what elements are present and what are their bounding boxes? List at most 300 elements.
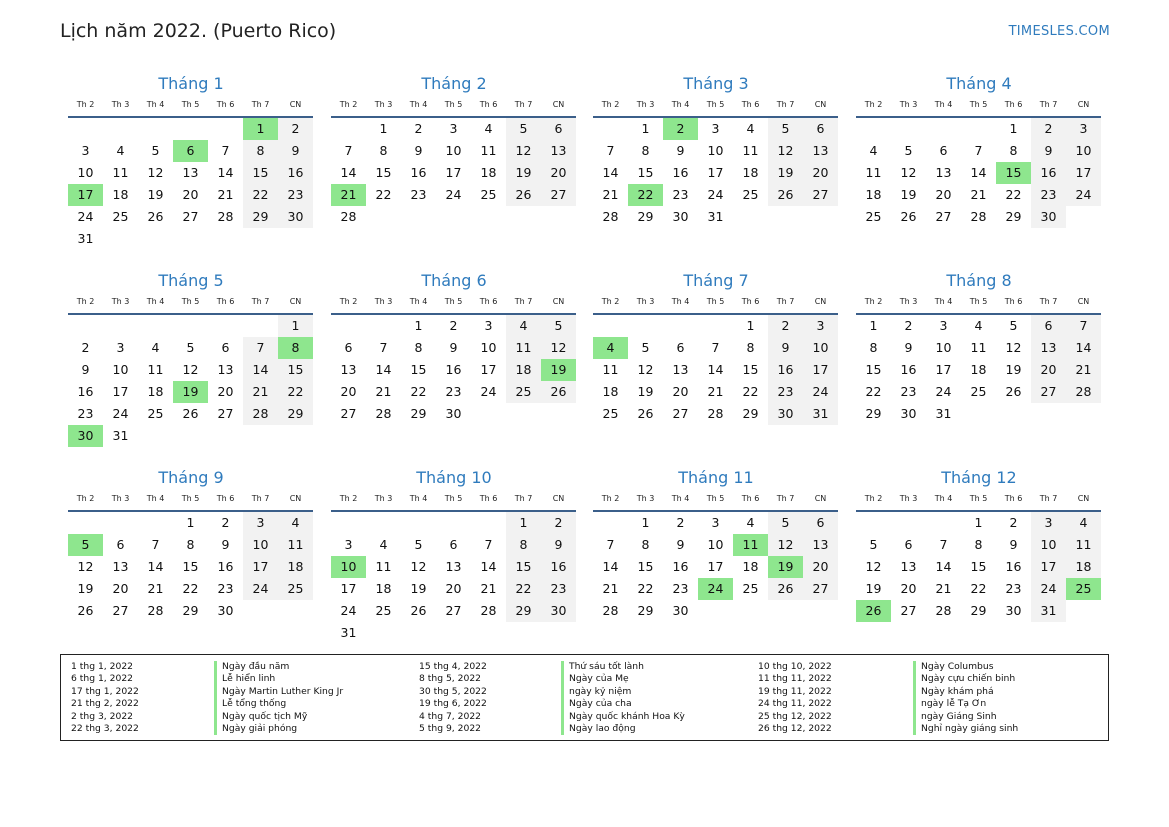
legend-name-column [913, 661, 1018, 735]
weekday-label: Th 5 [444, 494, 463, 503]
weekday-label: Th 4 [409, 100, 428, 109]
month-2 [331, 73, 577, 224]
day-cell: 30 [672, 209, 689, 224]
day-cell: 10 [1066, 140, 1101, 162]
weekday-label: CN [814, 100, 827, 109]
day-cell: 1 [506, 512, 541, 534]
weekday-label: CN [552, 494, 565, 503]
day-cell: 21 [243, 381, 278, 403]
day-cell: 24 [1031, 578, 1066, 600]
day-cell: 9 [1031, 140, 1066, 162]
day-cell: 29 [410, 406, 427, 421]
weekday-label: Th 5 [969, 494, 988, 503]
day-cell: 13 [900, 559, 917, 574]
day-cell: 3 [344, 537, 353, 552]
day-cell: 28 [147, 603, 164, 618]
day-cell: 12 [77, 559, 94, 574]
day-cell: 27 [900, 603, 917, 618]
weekday-label: CN [814, 297, 827, 306]
day-cell: 11 [1066, 534, 1101, 556]
day-cell: 18 [742, 165, 759, 180]
weekday-label: Th 4 [934, 297, 953, 306]
day-cell: 15 [410, 362, 427, 377]
day-cell: 22 [410, 384, 427, 399]
day-cell: 3 [484, 318, 493, 333]
day-cell: 22 [742, 384, 759, 399]
day-cell: 3 [243, 512, 278, 534]
day-cell: 25 [742, 581, 759, 596]
day-cell: 12 [768, 534, 803, 556]
day-cell: 6 [676, 340, 685, 355]
month-12 [856, 467, 1102, 618]
day-cell: 15 [742, 362, 759, 377]
day-cell: 18 [865, 187, 882, 202]
weekday-header [68, 492, 314, 506]
day-cell: 29 [637, 603, 654, 618]
day-cell: 13 [112, 559, 129, 574]
weekday-label: Th 3 [111, 100, 130, 109]
day-cell: 6 [449, 537, 458, 552]
day-cell: 12 [768, 140, 803, 162]
day-cell: 19 [768, 162, 803, 184]
day-cell: 1 [1009, 121, 1018, 136]
day-cell: 5 [541, 315, 576, 337]
weekday-label: Th 4 [146, 494, 165, 503]
day-cell: 24 [480, 384, 497, 399]
day-cell: 29 [243, 206, 278, 228]
day-cell: 7 [711, 340, 720, 355]
day-cell: 4 [379, 537, 388, 552]
month-4 [856, 73, 1102, 224]
day-cell: 20 [803, 556, 838, 578]
day-cell: 22 [506, 578, 541, 600]
day-cell: 8 [869, 340, 878, 355]
day-cell: 14 [217, 165, 234, 180]
weekday-label: Th 3 [636, 494, 655, 503]
day-cell: 23 [672, 581, 689, 596]
day-cell: 14 [147, 559, 164, 574]
day-cell: 6 [939, 143, 948, 158]
day-cell: 19 [900, 187, 917, 202]
day-cell: 8 [746, 340, 755, 355]
day-cell: 11 [865, 165, 882, 180]
day-cell: 26 [182, 406, 199, 421]
legend-holiday-name: Ngày giải phóng [222, 722, 298, 734]
weekday-label: Th 2 [864, 494, 883, 503]
weekday-label: Th 7 [251, 297, 270, 306]
day-cell: 10 [707, 143, 724, 158]
day-cell: 12 [637, 362, 654, 377]
weekday-label: Th 2 [601, 297, 620, 306]
day-cell: 16 [1031, 162, 1066, 184]
weekday-header [856, 98, 1102, 112]
month-name: Tháng 8 [946, 271, 1012, 290]
day-cell: 25 [865, 209, 882, 224]
day-cell: 17 [243, 556, 278, 578]
day-cell: 19 [637, 384, 654, 399]
day-cell: 16 [672, 165, 689, 180]
day-cell: 17 [480, 362, 497, 377]
day-cell: 16 [278, 162, 313, 184]
day-cell: 17 [1066, 162, 1101, 184]
day-cell: 2 [541, 512, 576, 534]
day-cell: 21 [602, 581, 619, 596]
weekday-label: Th 6 [1004, 297, 1023, 306]
day-cell: 27 [112, 603, 129, 618]
day-cell: 16 [445, 362, 462, 377]
day-cell: 12 [865, 559, 882, 574]
day-cell: 9 [1009, 537, 1018, 552]
holiday-day-cell: 21 [331, 184, 366, 206]
day-cell: 5 [506, 118, 541, 140]
day-cell: 23 [410, 187, 427, 202]
weekday-header [331, 492, 577, 506]
holiday-day-cell: 24 [698, 578, 733, 600]
day-cell: 16 [217, 559, 234, 574]
day-cell: 14 [970, 165, 987, 180]
day-cell: 10 [112, 362, 129, 377]
legend-date: 25 thg 12, 2022 [758, 710, 832, 722]
day-cell: 2 [904, 318, 913, 333]
day-cell: 14 [602, 559, 619, 574]
day-cell: 28 [480, 603, 497, 618]
day-cell: 13 [803, 140, 838, 162]
day-cell: 5 [1009, 318, 1018, 333]
day-cell: 24 [77, 209, 94, 224]
weekday-label: Th 3 [374, 297, 393, 306]
day-cell: 11 [375, 559, 392, 574]
day-cell: 24 [445, 187, 462, 202]
legend-date: 19 thg 6, 2022 [419, 698, 487, 710]
month-1 [68, 73, 314, 246]
weekday-label: Th 4 [146, 297, 165, 306]
day-cell: 8 [379, 143, 388, 158]
month-name: Tháng 3 [683, 74, 749, 93]
day-cell: 15 [865, 362, 882, 377]
legend-date: 26 thg 12, 2022 [758, 722, 832, 734]
day-cell: 25 [742, 187, 759, 202]
day-cell: 6 [803, 512, 838, 534]
day-cell: 14 [375, 362, 392, 377]
weekday-label: Th 3 [111, 297, 130, 306]
month-name: Tháng 2 [421, 74, 487, 93]
day-cell: 10 [1031, 534, 1066, 556]
day-cell: 15 [182, 559, 199, 574]
day-cell: 25 [147, 406, 164, 421]
legend-date: 22 thg 3, 2022 [71, 722, 139, 734]
day-cell: 11 [602, 362, 619, 377]
legend-holiday-name: Ngày của Mẹ [569, 673, 629, 685]
day-cell: 11 [742, 143, 759, 158]
day-cell: 10 [707, 537, 724, 552]
day-cell: 1 [974, 515, 983, 530]
legend-holiday-name: Ngày quốc tịch Mỹ [222, 710, 308, 722]
day-cell: 7 [344, 143, 353, 158]
legend-date: 15 thg 4, 2022 [419, 661, 487, 672]
legend-date: 30 thg 5, 2022 [419, 685, 487, 697]
day-cell: 26 [147, 209, 164, 224]
weekday-label: Th 2 [76, 297, 95, 306]
weekday-label: Th 5 [706, 297, 725, 306]
weekday-label: Th 2 [339, 494, 358, 503]
legend-date: 19 thg 11, 2022 [758, 685, 832, 697]
weekday-label: Th 3 [636, 100, 655, 109]
day-cell: 12 [900, 165, 917, 180]
legend-holiday-name: Nghỉ ngày giáng sinh [921, 722, 1019, 734]
day-cell: 22 [637, 581, 654, 596]
legend-date: 4 thg 7, 2022 [419, 710, 482, 722]
day-cell: 28 [243, 403, 278, 425]
day-cell: 12 [182, 362, 199, 377]
day-cell: 5 [869, 537, 878, 552]
day-cell: 29 [1005, 209, 1022, 224]
weekday-label: Th 5 [706, 494, 725, 503]
day-cell: 27 [340, 406, 357, 421]
legend-name-column [214, 661, 343, 735]
day-cell: 21 [217, 187, 234, 202]
month-name: Tháng 9 [158, 468, 224, 487]
legend-holiday-name: Ngày khám phá [921, 685, 994, 697]
day-cell: 15 [243, 162, 278, 184]
legend-date: 21 thg 2, 2022 [71, 698, 139, 710]
day-cell: 3 [1031, 512, 1066, 534]
brand-link[interactable]: TIMESLES.COM [1008, 24, 1110, 39]
weekday-label: Th 4 [934, 100, 953, 109]
weekday-label: Th 3 [636, 297, 655, 306]
day-cell: 18 [278, 556, 313, 578]
day-cell: 6 [541, 118, 576, 140]
month-11 [593, 467, 839, 618]
day-cell: 16 [768, 359, 803, 381]
day-cell: 21 [935, 581, 952, 596]
weekday-label: Th 3 [899, 494, 918, 503]
day-cell: 16 [900, 362, 917, 377]
day-cell: 26 [410, 603, 427, 618]
day-cell: 1 [641, 515, 650, 530]
day-cell: 4 [506, 315, 541, 337]
weekday-header [856, 492, 1102, 506]
day-cell: 5 [186, 340, 195, 355]
day-cell: 28 [340, 209, 357, 224]
holiday-legend [60, 654, 1109, 741]
day-cell: 23 [900, 384, 917, 399]
day-cell: 15 [506, 556, 541, 578]
weekday-label: Th 7 [514, 297, 533, 306]
weekday-label: Th 2 [76, 100, 95, 109]
day-cell: 17 [340, 581, 357, 596]
day-cell: 25 [375, 603, 392, 618]
day-cell: 15 [375, 165, 392, 180]
day-cell: 17 [935, 362, 952, 377]
holiday-day-cell: 1 [243, 118, 278, 140]
day-cell: 4 [974, 318, 983, 333]
day-cell: 25 [506, 381, 541, 403]
day-cell: 9 [676, 537, 685, 552]
day-cell: 23 [278, 184, 313, 206]
day-cell: 17 [1031, 556, 1066, 578]
day-cell: 5 [904, 143, 913, 158]
day-cell: 15 [637, 559, 654, 574]
day-cell: 5 [641, 340, 650, 355]
day-cell: 18 [147, 384, 164, 399]
day-cell: 28 [1066, 381, 1101, 403]
weekday-label: Th 7 [514, 494, 533, 503]
day-cell: 31 [77, 231, 94, 246]
weekday-header [68, 98, 314, 112]
day-cell: 3 [1066, 118, 1101, 140]
holiday-day-cell: 19 [541, 359, 576, 381]
day-cell: 11 [278, 534, 313, 556]
weekday-label: CN [289, 100, 302, 109]
day-cell: 2 [81, 340, 90, 355]
day-cell: 3 [803, 315, 838, 337]
day-cell: 23 [1031, 184, 1066, 206]
day-cell: 9 [541, 534, 576, 556]
day-cell: 19 [865, 581, 882, 596]
day-cell: 31 [707, 209, 724, 224]
day-cell: 27 [803, 184, 838, 206]
day-cell: 2 [414, 121, 423, 136]
day-cell: 31 [340, 625, 357, 640]
legend-holiday-name: Ngày quốc khánh Hoa Kỳ [569, 710, 685, 722]
day-cell: 6 [221, 340, 230, 355]
day-cell: 27 [541, 184, 576, 206]
weekday-label: Th 7 [1039, 100, 1058, 109]
legend-date: 6 thg 1, 2022 [71, 673, 134, 685]
day-cell: 5 [768, 118, 803, 140]
day-cell: 16 [410, 165, 427, 180]
day-cell: 7 [939, 537, 948, 552]
legend-holiday-name: Ngày Columbus [921, 661, 994, 672]
day-cell: 16 [77, 384, 94, 399]
weekday-label: Th 4 [671, 494, 690, 503]
weekday-label: Th 2 [339, 297, 358, 306]
day-cell: 12 [410, 559, 427, 574]
day-cell: 20 [900, 581, 917, 596]
day-cell: 7 [151, 537, 160, 552]
day-cell: 28 [217, 209, 234, 224]
day-cell: 25 [480, 187, 497, 202]
day-cell: 10 [803, 337, 838, 359]
day-cell: 26 [541, 381, 576, 403]
day-cell: 30 [278, 206, 313, 228]
day-cell: 8 [186, 537, 195, 552]
day-cell: 17 [707, 559, 724, 574]
day-cell: 12 [1005, 340, 1022, 355]
day-cell: 24 [112, 406, 129, 421]
weekday-label: Th 7 [776, 100, 795, 109]
day-cell: 26 [637, 406, 654, 421]
weekday-label: CN [1077, 100, 1090, 109]
day-cell: 9 [414, 143, 423, 158]
month-8 [856, 270, 1102, 421]
weekday-label: Th 3 [374, 494, 393, 503]
day-cell: 10 [243, 534, 278, 556]
day-cell: 26 [768, 578, 803, 600]
day-cell: 15 [970, 559, 987, 574]
day-cell: 20 [803, 162, 838, 184]
day-cell: 30 [1005, 603, 1022, 618]
day-cell: 7 [243, 337, 278, 359]
weekday-label: Th 4 [671, 100, 690, 109]
weekday-label: Th 7 [251, 494, 270, 503]
day-cell: 29 [506, 600, 541, 622]
day-cell: 4 [116, 143, 125, 158]
day-cell: 10 [480, 340, 497, 355]
day-cell: 27 [1031, 381, 1066, 403]
weekday-label: Th 5 [444, 297, 463, 306]
day-cell: 30 [217, 603, 234, 618]
day-cell: 10 [445, 143, 462, 158]
day-cell: 29 [742, 406, 759, 421]
legend-date: 10 thg 10, 2022 [758, 661, 832, 672]
day-cell: 20 [672, 384, 689, 399]
day-cell: 13 [672, 362, 689, 377]
day-cell: 4 [151, 340, 160, 355]
day-cell: 22 [970, 581, 987, 596]
day-cell: 4 [1066, 512, 1101, 534]
day-cell: 15 [637, 165, 654, 180]
legend-holiday-name: ngày kỷ niệm [569, 685, 632, 697]
day-cell: 13 [1031, 337, 1066, 359]
weekday-label: CN [814, 494, 827, 503]
day-cell: 23 [672, 187, 689, 202]
day-cell: 29 [278, 403, 313, 425]
day-cell: 13 [340, 362, 357, 377]
day-cell: 14 [935, 559, 952, 574]
day-cell: 1 [186, 515, 195, 530]
day-cell: 6 [803, 118, 838, 140]
weekday-label: Th 2 [864, 297, 883, 306]
day-cell: 14 [1066, 337, 1101, 359]
day-cell: 19 [77, 581, 94, 596]
legend-date-column [758, 661, 832, 735]
day-cell: 7 [221, 143, 230, 158]
day-cell: 13 [217, 362, 234, 377]
weekday-label: Th 4 [671, 297, 690, 306]
holiday-day-cell: 2 [663, 118, 698, 140]
day-cell: 20 [182, 187, 199, 202]
day-cell: 14 [707, 362, 724, 377]
weekday-label: Th 7 [1039, 297, 1058, 306]
holiday-day-cell: 26 [856, 600, 891, 622]
day-cell: 29 [637, 209, 654, 224]
holiday-day-cell: 6 [173, 140, 208, 162]
day-cell: 21 [147, 581, 164, 596]
day-cell: 30 [541, 600, 576, 622]
day-cell: 22 [243, 184, 278, 206]
day-cell: 12 [147, 165, 164, 180]
day-cell: 8 [243, 140, 278, 162]
legend-holiday-name: ngày Giáng Sinh [921, 710, 997, 722]
day-cell: 3 [939, 318, 948, 333]
day-cell: 10 [77, 165, 94, 180]
day-cell: 2 [1031, 118, 1066, 140]
weekday-label: Th 7 [776, 494, 795, 503]
holiday-day-cell: 25 [1066, 578, 1101, 600]
weekday-header [593, 492, 839, 506]
weekday-label: Th 6 [479, 494, 498, 503]
day-cell: 28 [375, 406, 392, 421]
day-cell: 24 [340, 603, 357, 618]
day-cell: 18 [602, 384, 619, 399]
day-cell: 11 [480, 143, 497, 158]
day-cell: 2 [1009, 515, 1018, 530]
holiday-day-cell: 11 [733, 534, 768, 556]
weekday-label: Th 5 [181, 297, 200, 306]
day-cell: 21 [707, 384, 724, 399]
day-cell: 25 [278, 578, 313, 600]
